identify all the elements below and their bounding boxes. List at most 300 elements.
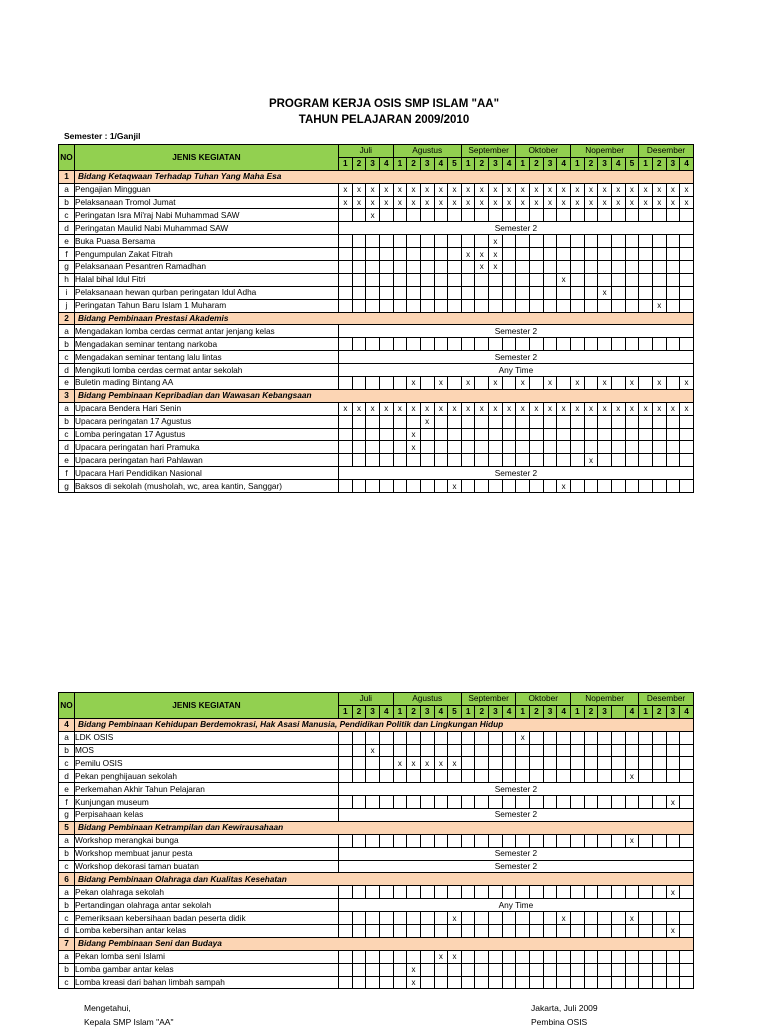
schedule-cell: [666, 273, 680, 286]
row-number: d: [59, 770, 75, 783]
schedule-cell: [339, 744, 353, 757]
schedule-cell: [339, 261, 353, 274]
schedule-cell: [448, 731, 462, 744]
schedule-cell: [339, 886, 353, 899]
schedule-cell: [557, 261, 571, 274]
schedule-cell: [489, 912, 503, 925]
schedule-cell: [461, 261, 475, 274]
schedule-mark: x: [666, 796, 680, 809]
schedule-cell: [502, 209, 516, 222]
month-header: September: [461, 693, 516, 706]
schedule-cell: [434, 770, 448, 783]
schedule-cell: [598, 338, 612, 351]
section-row: [59, 718, 694, 731]
schedule-cell: [448, 235, 462, 248]
activity-name: Workshop merangkai bunga: [75, 834, 339, 847]
schedule-cell: [639, 912, 653, 925]
section-row: [59, 937, 694, 950]
section-title: Bidang Pembinaan Ketrampilan dan Kewirausahaan: [75, 821, 694, 834]
schedule-cell: [680, 963, 694, 976]
schedule-cell: [652, 235, 666, 248]
schedule-cell: [584, 235, 598, 248]
schedule-cell: [475, 912, 489, 925]
schedule-cell: [584, 731, 598, 744]
schedule-cell: [393, 235, 407, 248]
schedule-cell: [366, 480, 380, 493]
schedule-cell: [352, 963, 366, 976]
schedule-cell: [516, 428, 530, 441]
schedule-cell: [598, 834, 612, 847]
month-header: Oktober: [516, 693, 571, 706]
activity-name: Perkemahan Akhir Tahun Pelajaran: [75, 783, 339, 796]
schedule-mark: x: [625, 912, 639, 925]
schedule-cell: [407, 235, 421, 248]
row-number: b: [59, 744, 75, 757]
schedule-cell: [516, 415, 530, 428]
schedule-cell: [543, 415, 557, 428]
week-header: 4: [502, 157, 516, 170]
schedule-cell: [393, 912, 407, 925]
schedule-cell: [502, 235, 516, 248]
schedule-cell: [598, 415, 612, 428]
schedule-cell: [680, 248, 694, 261]
schedule-cell: [666, 744, 680, 757]
schedule-cell: [652, 757, 666, 770]
schedule-cell: [530, 770, 544, 783]
schedule-cell: [666, 415, 680, 428]
week-header: 3: [666, 157, 680, 170]
activity-row: [59, 886, 694, 899]
schedule-cell: [366, 235, 380, 248]
schedule-cell: [461, 912, 475, 925]
row-number: b: [59, 899, 75, 912]
schedule-mark: x: [652, 196, 666, 209]
schedule-mark: x: [502, 196, 516, 209]
schedule-cell: [352, 976, 366, 989]
schedule-cell: [502, 286, 516, 299]
schedule-cell: [366, 261, 380, 274]
schedule-cell: [489, 286, 503, 299]
activity-row: [59, 847, 694, 860]
activity-row: [59, 261, 694, 274]
schedule-cell: [666, 834, 680, 847]
schedule-cell: [379, 925, 393, 938]
schedule-cell: [543, 209, 557, 222]
schedule-cell: [639, 950, 653, 963]
week-header: 2: [652, 157, 666, 170]
schedule-mark: x: [366, 744, 380, 757]
schedule-cell: [489, 273, 503, 286]
schedule-cell: [557, 976, 571, 989]
row-number: c: [59, 351, 75, 364]
schedule-cell: [393, 209, 407, 222]
schedule-cell: [571, 428, 585, 441]
schedule-cell: [652, 976, 666, 989]
schedule-note: Semester 2: [339, 351, 694, 364]
schedule-mark: x: [352, 402, 366, 415]
schedule-mark: x: [434, 196, 448, 209]
schedule-mark: x: [516, 196, 530, 209]
schedule-mark: x: [379, 402, 393, 415]
week-header: 1: [393, 157, 407, 170]
schedule-cell: [625, 209, 639, 222]
activity-row: [59, 925, 694, 938]
schedule-cell: [420, 441, 434, 454]
activity-row: [59, 299, 694, 312]
section-row: [59, 821, 694, 834]
activity-row: [59, 325, 694, 338]
schedule-cell: [420, 976, 434, 989]
section-row: [59, 170, 694, 183]
schedule-cell: [461, 963, 475, 976]
schedule-cell: [584, 770, 598, 783]
schedule-mark: x: [461, 196, 475, 209]
schedule-cell: [366, 796, 380, 809]
activity-name: Pelaksanaan Pesantren Ramadhan: [75, 261, 339, 274]
schedule-cell: [584, 415, 598, 428]
week-header: 1: [571, 705, 585, 718]
week-header: 3: [543, 705, 557, 718]
schedule-cell: [393, 261, 407, 274]
schedule-cell: [339, 248, 353, 261]
schedule-cell: [407, 912, 421, 925]
page-title: PROGRAM KERJA OSIS SMP ISLAM "AA": [268, 98, 500, 110]
schedule-cell: [598, 744, 612, 757]
schedule-cell: [434, 480, 448, 493]
schedule-cell: [639, 731, 653, 744]
schedule-cell: [420, 209, 434, 222]
schedule-cell: [407, 480, 421, 493]
schedule-cell: [461, 757, 475, 770]
schedule-cell: [530, 744, 544, 757]
schedule-cell: [407, 770, 421, 783]
schedule-cell: [516, 744, 530, 757]
month-header: Nopember: [571, 693, 639, 706]
place-date: Jakarta, Juli 2009: [531, 1003, 598, 1013]
week-header: 4: [625, 705, 639, 718]
schedule-cell: [530, 731, 544, 744]
schedule-cell: [448, 428, 462, 441]
acknowledged-label: Mengetahui,: [84, 1003, 131, 1013]
activity-name: Lomba peringatan 17 Agustus: [75, 428, 339, 441]
schedule-cell: [639, 428, 653, 441]
schedule-cell: [393, 273, 407, 286]
schedule-cell: [571, 834, 585, 847]
schedule-cell: [680, 976, 694, 989]
schedule-cell: [516, 261, 530, 274]
activity-name: Buka Puasa Bersama: [75, 235, 339, 248]
schedule-cell: [639, 834, 653, 847]
schedule-cell: [407, 299, 421, 312]
schedule-cell: [625, 963, 639, 976]
schedule-cell: [352, 912, 366, 925]
schedule-cell: [407, 338, 421, 351]
schedule-mark: x: [475, 183, 489, 196]
schedule-cell: [461, 235, 475, 248]
schedule-mark: x: [393, 196, 407, 209]
schedule-cell: [639, 770, 653, 783]
schedule-cell: [557, 796, 571, 809]
schedule-cell: [584, 796, 598, 809]
week-header: 3: [543, 157, 557, 170]
schedule-cell: [625, 796, 639, 809]
schedule-cell: [625, 235, 639, 248]
schedule-mark: x: [393, 183, 407, 196]
schedule-cell: [434, 248, 448, 261]
schedule-cell: [625, 441, 639, 454]
schedule-cell: [625, 757, 639, 770]
schedule-cell: [543, 925, 557, 938]
schedule-cell: [639, 886, 653, 899]
schedule-mark: x: [475, 402, 489, 415]
schedule-cell: [557, 441, 571, 454]
schedule-cell: [448, 299, 462, 312]
schedule-cell: [598, 963, 612, 976]
schedule-cell: [434, 796, 448, 809]
schedule-cell: [489, 480, 503, 493]
schedule-cell: [666, 950, 680, 963]
schedule-mark: x: [448, 912, 462, 925]
week-header: 4: [434, 157, 448, 170]
schedule-cell: [502, 261, 516, 274]
activity-name: Peringatan Tahun Baru Islam 1 Muharam: [75, 299, 339, 312]
week-header: 1: [461, 157, 475, 170]
week-header: 5: [625, 157, 639, 170]
schedule-mark: x: [489, 402, 503, 415]
activity-row: [59, 899, 694, 912]
schedule-cell: [543, 338, 557, 351]
schedule-cell: [448, 886, 462, 899]
schedule-cell: [434, 286, 448, 299]
schedule-cell: [611, 441, 625, 454]
schedule-cell: [680, 209, 694, 222]
schedule-cell: [489, 299, 503, 312]
schedule-cell: [379, 744, 393, 757]
activity-name: Peringatan Isra Mi'raj Nabi Muhammad SAW: [75, 209, 339, 222]
activity-name: Baksos di sekolah (musholah, wc, area kantin, Sanggar): [75, 480, 339, 493]
schedule-cell: [611, 963, 625, 976]
schedule-cell: [571, 299, 585, 312]
schedule-cell: [502, 299, 516, 312]
schedule-mark: x: [366, 196, 380, 209]
schedule-cell: [502, 377, 516, 390]
schedule-cell: [379, 338, 393, 351]
schedule-cell: [543, 744, 557, 757]
week-header: 4: [557, 157, 571, 170]
schedule-cell: [652, 338, 666, 351]
schedule-cell: [339, 377, 353, 390]
row-number: a: [59, 886, 75, 899]
schedule-cell: [448, 770, 462, 783]
schedule-cell: [475, 441, 489, 454]
schedule-cell: [352, 454, 366, 467]
schedule-cell: [598, 950, 612, 963]
schedule-cell: [448, 261, 462, 274]
schedule-cell: [666, 235, 680, 248]
schedule-cell: [352, 757, 366, 770]
schedule-cell: [393, 286, 407, 299]
semester-label: Semester : 1/Ganjil: [64, 131, 141, 141]
schedule-cell: [502, 834, 516, 847]
schedule-cell: [407, 273, 421, 286]
activity-row: [59, 950, 694, 963]
schedule-cell: [516, 963, 530, 976]
row-number: e: [59, 783, 75, 796]
activity-name: Workshop dekorasi taman buatan: [75, 860, 339, 873]
header-jenis-kegiatan: JENIS KEGIATAN: [75, 693, 339, 719]
schedule-cell: [379, 209, 393, 222]
schedule-cell: [666, 209, 680, 222]
schedule-mark: x: [652, 377, 666, 390]
schedule-cell: [502, 744, 516, 757]
schedule-cell: [530, 415, 544, 428]
schedule-cell: [625, 976, 639, 989]
schedule-cell: [475, 886, 489, 899]
row-number: d: [59, 364, 75, 377]
schedule-cell: [652, 796, 666, 809]
row-number: c: [59, 860, 75, 873]
schedule-mark: x: [516, 377, 530, 390]
schedule-cell: [516, 441, 530, 454]
schedule-cell: [352, 209, 366, 222]
schedule-cell: [516, 770, 530, 783]
schedule-mark: x: [625, 402, 639, 415]
schedule-mark: x: [434, 950, 448, 963]
schedule-cell: [352, 248, 366, 261]
schedule-cell: [420, 299, 434, 312]
schedule-cell: [598, 441, 612, 454]
schedule-cell: [652, 950, 666, 963]
schedule-cell: [461, 338, 475, 351]
section-title: Bidang Pembinaan Kehidupan Berdemokrasi, Hak Asasi Manusia, Pendidikan Politik dan Lingkungan Hidup: [75, 718, 694, 731]
schedule-cell: [366, 428, 380, 441]
schedule-cell: [461, 976, 475, 989]
schedule-cell: [516, 834, 530, 847]
activity-name: Pelaksanaan hewan qurban peringatan Idul Adha: [75, 286, 339, 299]
schedule-mark: x: [475, 261, 489, 274]
schedule-cell: [379, 286, 393, 299]
schedule-cell: [598, 757, 612, 770]
schedule-cell: [448, 925, 462, 938]
week-header: 5: [448, 705, 462, 718]
schedule-cell: [420, 731, 434, 744]
schedule-cell: [379, 757, 393, 770]
schedule-cell: [475, 209, 489, 222]
schedule-cell: [571, 912, 585, 925]
schedule-cell: [530, 925, 544, 938]
activity-row: [59, 183, 694, 196]
schedule-cell: [611, 454, 625, 467]
schedule-mark: x: [584, 183, 598, 196]
schedule-cell: [584, 925, 598, 938]
schedule-cell: [571, 415, 585, 428]
schedule-cell: [461, 454, 475, 467]
schedule-mark: x: [393, 402, 407, 415]
schedule-cell: [516, 976, 530, 989]
schedule-cell: [530, 338, 544, 351]
schedule-cell: [598, 796, 612, 809]
schedule-cell: [502, 454, 516, 467]
row-number: f: [59, 248, 75, 261]
activity-name: Pengajian Mingguan: [75, 183, 339, 196]
schedule-cell: [680, 441, 694, 454]
schedule-cell: [339, 950, 353, 963]
schedule-cell: [571, 480, 585, 493]
schedule-cell: [407, 796, 421, 809]
schedule-cell: [420, 744, 434, 757]
schedule-cell: [680, 731, 694, 744]
schedule-mark: x: [407, 963, 421, 976]
activity-row: [59, 770, 694, 783]
row-number: g: [59, 261, 75, 274]
activity-row: [59, 912, 694, 925]
schedule-cell: [339, 912, 353, 925]
schedule-cell: [339, 209, 353, 222]
schedule-cell: [666, 377, 680, 390]
schedule-cell: [448, 248, 462, 261]
schedule-mark: x: [379, 183, 393, 196]
row-number: h: [59, 273, 75, 286]
schedule-mark: x: [407, 377, 421, 390]
activity-name: Pemilu OSIS: [75, 757, 339, 770]
schedule-mark: x: [557, 912, 571, 925]
header-no: NO: [59, 145, 75, 171]
schedule-cell: [393, 454, 407, 467]
schedule-mark: x: [598, 286, 612, 299]
schedule-cell: [366, 286, 380, 299]
schedule-cell: [502, 338, 516, 351]
schedule-cell: [434, 912, 448, 925]
schedule-cell: [557, 770, 571, 783]
schedule-cell: [652, 770, 666, 783]
schedule-cell: [652, 731, 666, 744]
schedule-cell: [571, 976, 585, 989]
activity-row: [59, 834, 694, 847]
schedule-cell: [680, 950, 694, 963]
schedule-cell: [516, 950, 530, 963]
schedule-mark: x: [584, 402, 598, 415]
schedule-cell: [393, 976, 407, 989]
schedule-cell: [461, 209, 475, 222]
week-header: 1: [639, 157, 653, 170]
schedule-cell: [393, 963, 407, 976]
schedule-cell: [420, 886, 434, 899]
schedule-mark: x: [666, 402, 680, 415]
schedule-cell: [639, 377, 653, 390]
schedule-cell: [652, 286, 666, 299]
schedule-mark: x: [461, 402, 475, 415]
row-number: a: [59, 834, 75, 847]
schedule-cell: [516, 209, 530, 222]
schedule-cell: [339, 731, 353, 744]
schedule-cell: [666, 441, 680, 454]
schedule-cell: [339, 976, 353, 989]
schedule-note: Semester 2: [339, 467, 694, 480]
schedule-cell: [557, 744, 571, 757]
schedule-cell: [571, 273, 585, 286]
row-number: b: [59, 415, 75, 428]
schedule-cell: [530, 286, 544, 299]
schedule-cell: [639, 415, 653, 428]
schedule-cell: [448, 415, 462, 428]
schedule-cell: [652, 209, 666, 222]
week-header: 1: [339, 157, 353, 170]
row-number: 7: [59, 937, 75, 950]
schedule-mark: x: [625, 770, 639, 783]
schedule-cell: [639, 248, 653, 261]
schedule-mark: x: [352, 196, 366, 209]
schedule-mark: x: [461, 377, 475, 390]
